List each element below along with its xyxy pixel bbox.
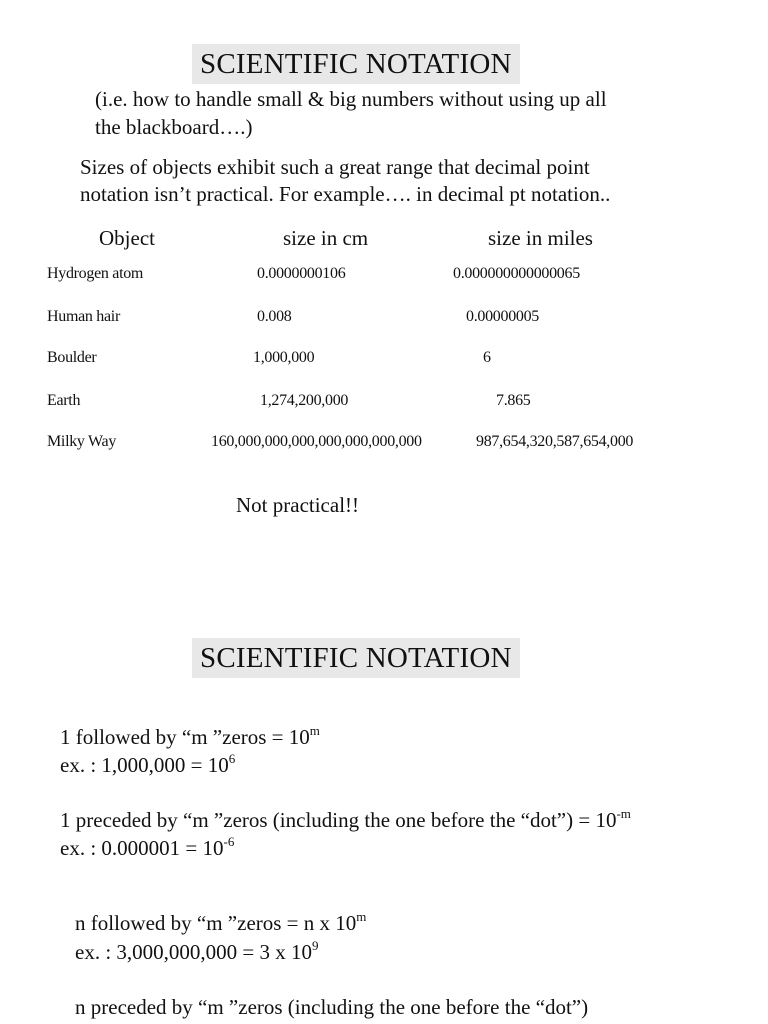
example-3 (75, 940, 319, 965)
cell-size-cm: 160,000,000,000,000,000,000,000 (211, 433, 422, 450)
rule-3-text: n followed by “m ”zeros = n x 10 (75, 911, 357, 935)
cell-size-cm: 1,000,000 (253, 349, 315, 366)
table-header-object: Object (99, 226, 155, 250)
cell-size-miles: 6 (483, 349, 491, 366)
cell-size-cm: 0.008 (257, 308, 292, 325)
intro-line-1: Sizes of objects exhibit such a great range that decimal point (80, 155, 590, 179)
cell-size-miles: 0.00000005 (466, 308, 540, 325)
example-3-exponent: 9 (312, 938, 319, 953)
rule-4-text: n preceded by “m ”zeros (including the one before the “dot”) (75, 995, 589, 1019)
cell-size-miles: 0.000000000000065 (453, 265, 580, 282)
cell-object: Earth (47, 392, 81, 409)
table-header-size-cm: size in cm (283, 226, 369, 250)
cell-object: Hydrogen atom (47, 265, 144, 282)
cell-size-cm: 0.0000000106 (257, 265, 346, 282)
table-header-size-miles: size in miles (488, 226, 593, 250)
cell-object: Human hair (47, 308, 120, 325)
page-title: SCIENTIFIC NOTATION (192, 44, 520, 84)
not-practical-note: Not practical!! (236, 493, 360, 517)
rule-2 (60, 808, 631, 833)
cell-object: Boulder (47, 349, 97, 366)
rule-3 (75, 911, 366, 936)
example-2 (60, 836, 234, 861)
subtitle-line-1: (i.e. how to handle small & big numbers without using up all (95, 87, 607, 111)
rule-1 (60, 725, 320, 750)
cell-size-miles: 7.865 (496, 392, 531, 409)
rule-1-text: 1 followed by “m ”zeros = 10 (60, 725, 310, 749)
section-heading: SCIENTIFIC NOTATION (192, 638, 520, 678)
example-3-text: ex. : 3,000,000,000 = 3 x 10 (75, 940, 312, 964)
rule-1-exponent: m (309, 723, 320, 738)
example-2-text: ex. : 0.000001 = 10 (60, 836, 224, 860)
example-1 (60, 753, 235, 778)
rule-3-exponent: m (356, 909, 367, 924)
rule-2-exponent: -m (616, 806, 631, 821)
example-2-exponent: -6 (223, 834, 235, 849)
rule-2-text: 1 preceded by “m ”zeros (including the one before the “dot”) = 10 (60, 808, 617, 832)
cell-object: Milky Way (47, 433, 117, 450)
cell-size-cm: 1,274,200,000 (260, 392, 349, 409)
rule-4 (75, 995, 588, 1020)
example-1-text: ex. : 1,000,000 = 10 (60, 753, 229, 777)
example-1-exponent: 6 (228, 751, 236, 766)
cell-size-miles: 987,654,320,587,654,000 (476, 433, 634, 450)
subtitle-line-2: the blackboard….) (95, 115, 253, 139)
intro-line-2: notation isn’t practical. For example…. in decimal pt notation.. (80, 182, 611, 206)
